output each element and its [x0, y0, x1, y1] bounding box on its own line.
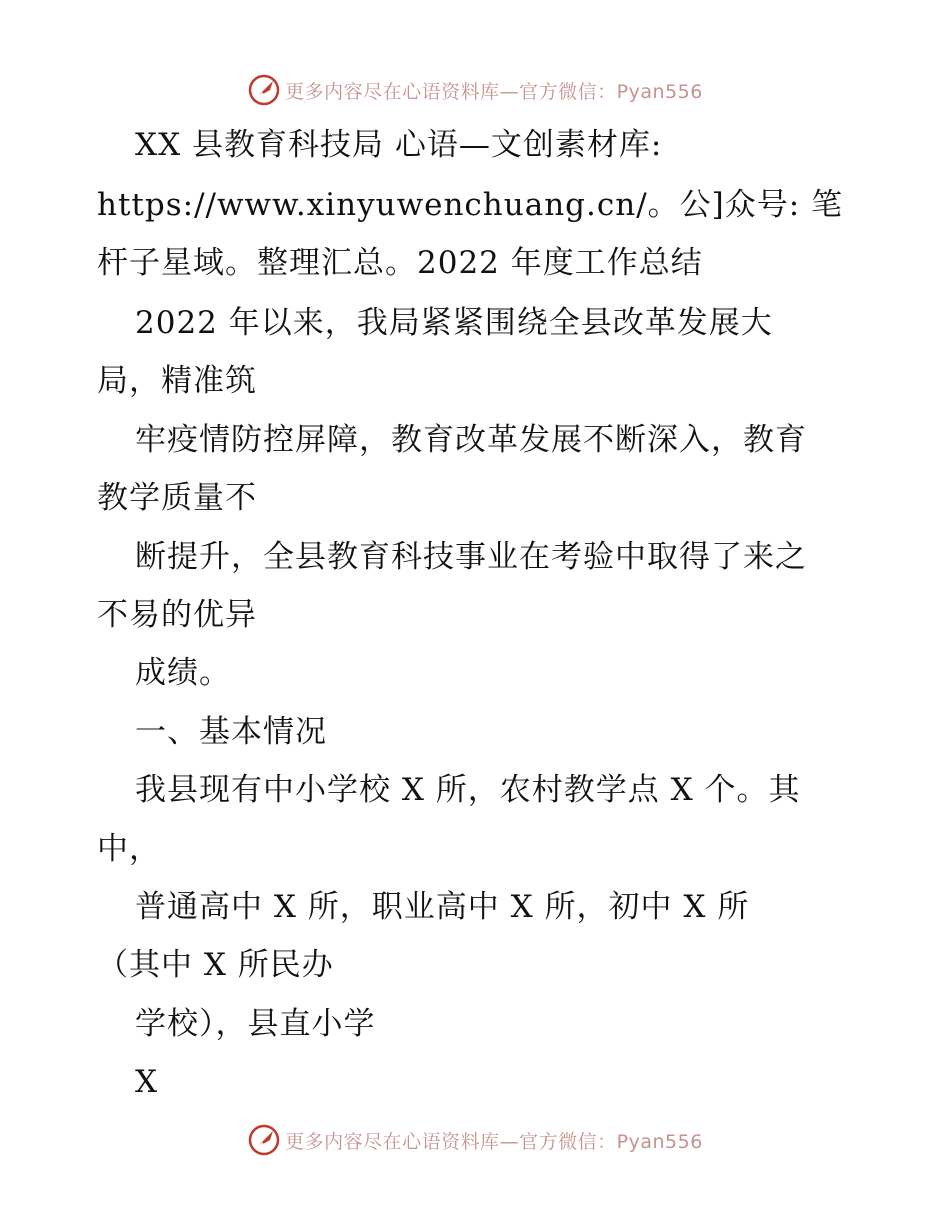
watermark-text: 更多内容尽在心语资料库—官方微信：Pyan556 — [285, 1130, 703, 1153]
doc-line: 牢疫情防控屏障，教育改革发展不断深入，教育 — [135, 422, 807, 458]
doc-line: 普通高中 X 所，职业高中 X 所，初中 X 所 — [135, 889, 750, 925]
doc-line: 2022 年以来，我局紧紧围绕全县改革发展大 — [135, 305, 773, 341]
doc-line: XX 县教育科技局 心语—文创素材库: — [135, 127, 663, 163]
doc-line: 教学质量不 — [97, 480, 257, 516]
quill-seal-logo-icon — [247, 1123, 281, 1157]
doc-line: 学校），县直小学 — [135, 1006, 376, 1042]
doc-line: X — [135, 1064, 159, 1100]
doc-line: 断提升，全县教育科技事业在考验中取得了来之 — [135, 539, 807, 575]
doc-line: （其中 X 所民办 — [97, 947, 334, 983]
watermark-text: 更多内容尽在心语资料库—官方微信：Pyan556 — [285, 80, 703, 103]
footer-watermark — [0, 1120, 950, 1160]
doc-line: https://www.xinyuwenchuang.cn/。公]众号: 笔 — [97, 187, 844, 223]
doc-line: 局，精准筑 — [97, 363, 257, 399]
doc-line: 成绩。 — [135, 655, 231, 691]
doc-line: 中， — [97, 831, 161, 867]
doc-line: 不易的优异 — [97, 597, 257, 633]
doc-line: 杆子星域。整理汇总。2022 年度工作总结 — [97, 245, 703, 281]
section-heading: 一、基本情况 — [135, 714, 327, 750]
doc-line: 我县现有中小学校 X 所，农村教学点 X 个。其 — [135, 772, 801, 808]
